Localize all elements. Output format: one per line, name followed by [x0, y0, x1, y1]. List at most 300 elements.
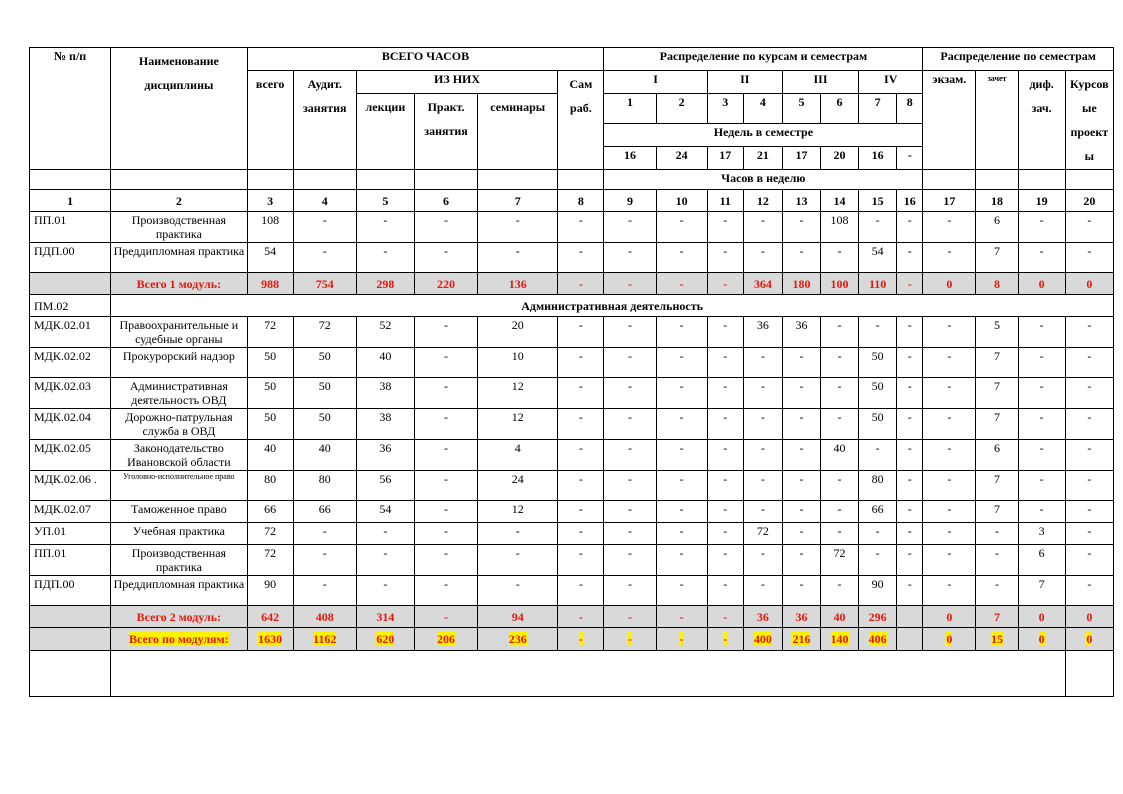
hours-cell: -	[743, 576, 782, 606]
hours-cell: 66	[247, 501, 293, 523]
hours-cell: -	[859, 212, 897, 243]
hours-cell: -	[356, 523, 414, 545]
table-row	[30, 317, 1114, 348]
header-exam: экзам.	[923, 71, 976, 170]
header-total-hours: ВСЕГО ЧАСОВ	[247, 48, 604, 71]
hours-cell: -	[656, 348, 707, 378]
hours-cell: -	[707, 212, 743, 243]
discipline-name: Правоохранительные и судебные органы	[111, 317, 247, 348]
hours-cell: -	[1018, 348, 1065, 378]
hours-cell: 72	[247, 523, 293, 545]
total-value: 0	[1086, 632, 1093, 646]
col-num: 4	[293, 190, 356, 212]
total-value: 0	[1038, 632, 1045, 646]
hours-cell: 7	[976, 501, 1018, 523]
hours-cell: -	[743, 440, 782, 471]
discipline-name: Производственная практика	[111, 545, 247, 576]
hours-cell: -	[656, 471, 707, 501]
hours-cell: -	[414, 501, 477, 523]
header-name: Наименование дисциплины	[111, 48, 247, 170]
total-value: 236	[508, 632, 527, 646]
hours-cell: 66	[293, 501, 356, 523]
hours-cell: 50	[293, 378, 356, 409]
weeks-8: -	[897, 147, 923, 170]
hours-cell: -	[923, 317, 976, 348]
hours-cell: -	[897, 378, 923, 409]
table-row	[30, 545, 1114, 576]
hours-cell: -	[1065, 440, 1113, 471]
total-value: 40	[821, 606, 859, 628]
hours-cell: -	[707, 501, 743, 523]
header-dif: диф. зач.	[1018, 71, 1065, 170]
hours-cell: -	[604, 576, 656, 606]
hours-cell: 12	[478, 409, 558, 440]
hours-cell: -	[1065, 576, 1113, 606]
col-num: 14	[821, 190, 859, 212]
col-num: 10	[656, 190, 707, 212]
hours-cell: 3	[1018, 523, 1065, 545]
hours-cell: 80	[859, 471, 897, 501]
hours-cell: -	[558, 212, 604, 243]
col-num: 2	[111, 190, 247, 212]
discipline-code: ПП.01	[30, 212, 111, 243]
hours-cell: -	[821, 523, 859, 545]
table-row	[30, 409, 1114, 440]
hours-cell: -	[859, 317, 897, 348]
hours-cell: -	[707, 545, 743, 576]
total-value: -	[558, 273, 604, 295]
hours-cell: -	[897, 545, 923, 576]
total-value: -	[604, 606, 656, 628]
discipline-name: Уголовно-исполнительное право	[111, 471, 247, 501]
hours-cell: 50	[247, 378, 293, 409]
hours-cell: 52	[356, 317, 414, 348]
hours-cell: -	[707, 576, 743, 606]
hours-cell: -	[558, 317, 604, 348]
hours-cell: -	[707, 523, 743, 545]
table-row	[30, 378, 1114, 409]
hours-cell: -	[656, 378, 707, 409]
hours-cell: -	[1065, 523, 1113, 545]
total2-label: Всего 2 модуль:	[111, 606, 247, 628]
hours-cell: -	[604, 378, 656, 409]
hours-cell: -	[293, 545, 356, 576]
table-row	[30, 348, 1114, 378]
hours-cell: -	[1018, 317, 1065, 348]
hours-cell: 38	[356, 378, 414, 409]
hours-cell: -	[743, 471, 782, 501]
curriculum-table	[29, 47, 1114, 697]
total-value: -	[604, 273, 656, 295]
discipline-code: МДК.02.07	[30, 501, 111, 523]
header-num: № п/п	[30, 48, 111, 170]
hours-cell: -	[656, 212, 707, 243]
empty-cell	[111, 651, 1065, 697]
semester-5: 5	[782, 94, 820, 124]
hours-cell: 36	[356, 440, 414, 471]
discipline-name: Законодательство Ивановской области	[111, 440, 247, 471]
total-value: 0	[1065, 273, 1113, 295]
semester-7: 7	[859, 94, 897, 124]
hours-cell: -	[976, 523, 1018, 545]
hours-cell: -	[478, 212, 558, 243]
discipline-code: МДК.02.06 .	[30, 471, 111, 501]
hours-cell: 56	[356, 471, 414, 501]
discipline-name: Преддипломная практика	[111, 243, 247, 273]
col-num: 13	[782, 190, 820, 212]
total-value: 314	[356, 606, 414, 628]
total-value: 1630	[258, 632, 283, 646]
col-num: 5	[356, 190, 414, 212]
hours-cell: 108	[247, 212, 293, 243]
header-kurs: Курсовые проекты	[1065, 71, 1113, 170]
hours-cell: 80	[247, 471, 293, 501]
hours-cell: -	[897, 576, 923, 606]
hours-cell: -	[356, 576, 414, 606]
hours-cell: -	[821, 243, 859, 273]
hours-cell: -	[414, 576, 477, 606]
hours-cell: -	[743, 348, 782, 378]
hours-cell: 50	[293, 348, 356, 378]
col-num: 1	[30, 190, 111, 212]
hours-cell: -	[558, 471, 604, 501]
course-1: I	[604, 71, 707, 94]
total-value: 36	[782, 606, 820, 628]
hours-cell: -	[478, 545, 558, 576]
semester-3: 3	[707, 94, 743, 124]
header-distribution-semesters: Распределение по семестрам	[923, 48, 1114, 71]
hours-cell: -	[782, 501, 820, 523]
hours-cell: -	[558, 378, 604, 409]
hours-cell: -	[414, 523, 477, 545]
total-value: -	[656, 273, 707, 295]
hours-cell: -	[859, 523, 897, 545]
hours-cell: -	[604, 348, 656, 378]
hours-cell: -	[1065, 348, 1113, 378]
discipline-code: МДК.02.04	[30, 409, 111, 440]
total-value: 408	[293, 606, 356, 628]
hours-cell: -	[707, 317, 743, 348]
total-value: -	[723, 632, 728, 646]
hours-cell: 7	[976, 243, 1018, 273]
hours-cell: -	[604, 317, 656, 348]
hours-cell: 72	[743, 523, 782, 545]
total-value: 642	[247, 606, 293, 628]
hours-cell: -	[356, 545, 414, 576]
col-num: 15	[859, 190, 897, 212]
hours-cell: 40	[293, 440, 356, 471]
hours-cell: -	[782, 378, 820, 409]
hours-cell: -	[558, 501, 604, 523]
hours-cell: -	[923, 501, 976, 523]
weeks-6: 20	[821, 147, 859, 170]
hours-cell: -	[558, 523, 604, 545]
discipline-code: МДК.02.05	[30, 440, 111, 471]
hours-cell: -	[859, 545, 897, 576]
hours-cell: -	[1065, 501, 1113, 523]
total-value: 15	[991, 632, 1003, 646]
total-value: 206	[437, 632, 456, 646]
col-num: 12	[743, 190, 782, 212]
total-value: -	[578, 632, 583, 646]
empty-cell	[1065, 651, 1113, 697]
hours-cell: 38	[356, 409, 414, 440]
hours-cell: 90	[859, 576, 897, 606]
weeks-7: 16	[859, 147, 897, 170]
hours-cell: 7	[976, 348, 1018, 378]
total-value: 620	[376, 632, 395, 646]
total-value: 216	[792, 632, 811, 646]
col-num: 6	[414, 190, 477, 212]
hours-cell: -	[707, 440, 743, 471]
hours-cell: -	[897, 243, 923, 273]
hours-cell: -	[293, 212, 356, 243]
total-value: 8	[976, 273, 1018, 295]
header-lectures: лекции	[356, 94, 414, 170]
total-value: 1162	[313, 632, 337, 646]
hours-cell: -	[414, 243, 477, 273]
hours-cell: -	[604, 409, 656, 440]
hours-cell: -	[743, 243, 782, 273]
total-value: 94	[478, 606, 558, 628]
hours-cell: -	[782, 523, 820, 545]
hours-cell: 7	[1018, 576, 1065, 606]
hours-cell: 12	[478, 378, 558, 409]
hours-cell: -	[743, 212, 782, 243]
hours-cell: 4	[478, 440, 558, 471]
hours-cell: -	[414, 545, 477, 576]
hours-cell: 54	[356, 501, 414, 523]
discipline-code: УП.01	[30, 523, 111, 545]
hours-cell: -	[558, 576, 604, 606]
col-num: 3	[247, 190, 293, 212]
hours-cell: -	[293, 576, 356, 606]
total-value: 136	[478, 273, 558, 295]
discipline-name: Таможенное право	[111, 501, 247, 523]
col-num: 11	[707, 190, 743, 212]
hours-cell: -	[656, 523, 707, 545]
hours-cell: -	[1018, 243, 1065, 273]
grand-label: Всего по модулям:	[129, 632, 229, 646]
hours-cell: -	[782, 348, 820, 378]
header-distribution-courses: Распределение по курсам и семестрам	[604, 48, 923, 71]
hours-cell: -	[414, 212, 477, 243]
hours-cell: 50	[247, 409, 293, 440]
total-value: 406	[868, 632, 887, 646]
hours-cell: 36	[782, 317, 820, 348]
hours-cell: -	[821, 501, 859, 523]
hours-week-label: Часов в неделю	[604, 170, 923, 190]
hours-cell: -	[293, 243, 356, 273]
hours-cell: -	[1065, 545, 1113, 576]
hours-cell: 5	[976, 317, 1018, 348]
hours-cell: -	[604, 212, 656, 243]
hours-cell: -	[743, 378, 782, 409]
hours-cell: -	[604, 545, 656, 576]
hours-cell: -	[558, 545, 604, 576]
header-vsego: всего	[247, 71, 293, 170]
hours-cell: -	[414, 378, 477, 409]
hours-cell: -	[897, 212, 923, 243]
header-seminars: семинары	[478, 94, 558, 170]
course-4: IV	[859, 71, 923, 94]
hours-cell: -	[897, 440, 923, 471]
hours-cell: -	[707, 471, 743, 501]
header-iz-nih: ИЗ НИХ	[356, 71, 558, 94]
semester-6: 6	[821, 94, 859, 124]
total-value: -	[897, 273, 923, 295]
hours-cell: -	[782, 545, 820, 576]
hours-cell: -	[1065, 378, 1113, 409]
weeks-2: 24	[656, 147, 707, 170]
hours-cell: 40	[356, 348, 414, 378]
col-num: 9	[604, 190, 656, 212]
total-value: -	[414, 606, 477, 628]
total-value: 180	[782, 273, 820, 295]
hours-cell: -	[1018, 409, 1065, 440]
hours-cell: 36	[743, 317, 782, 348]
hours-cell: -	[859, 440, 897, 471]
module2-code: ПМ.02	[30, 295, 111, 317]
total-value: 988	[247, 273, 293, 295]
hours-cell: -	[656, 243, 707, 273]
table-row	[30, 212, 1114, 243]
hours-cell: 40	[821, 440, 859, 471]
hours-cell: -	[1018, 440, 1065, 471]
hours-cell: -	[656, 545, 707, 576]
total-value: 754	[293, 273, 356, 295]
hours-cell: -	[1018, 378, 1065, 409]
hours-cell: 12	[478, 501, 558, 523]
hours-cell: -	[414, 348, 477, 378]
hours-cell: -	[478, 523, 558, 545]
discipline-code: ПДП.00	[30, 576, 111, 606]
hours-cell: -	[923, 243, 976, 273]
hours-cell: -	[897, 501, 923, 523]
hours-cell: -	[604, 243, 656, 273]
hours-cell: -	[1065, 471, 1113, 501]
hours-cell: -	[707, 348, 743, 378]
table-row	[30, 501, 1114, 523]
hours-cell: -	[656, 409, 707, 440]
hours-cell: 50	[859, 378, 897, 409]
hours-cell: -	[604, 471, 656, 501]
hours-cell: -	[743, 545, 782, 576]
total-value: -	[656, 606, 707, 628]
hours-cell: -	[782, 576, 820, 606]
hours-cell: -	[656, 501, 707, 523]
hours-cell: -	[478, 576, 558, 606]
semester-4: 4	[743, 94, 782, 124]
col-num: 18	[976, 190, 1018, 212]
hours-cell: -	[782, 243, 820, 273]
hours-cell: 6	[1018, 545, 1065, 576]
hours-cell: -	[923, 212, 976, 243]
col-num: 7	[478, 190, 558, 212]
course-3: III	[782, 71, 858, 94]
hours-cell: -	[656, 440, 707, 471]
hours-cell: -	[743, 409, 782, 440]
hours-cell: 72	[821, 545, 859, 576]
discipline-name: Преддипломная практика	[111, 576, 247, 606]
hours-cell: 7	[976, 409, 1018, 440]
table-row	[30, 440, 1114, 471]
total-value: -	[679, 632, 684, 646]
table-row	[30, 576, 1114, 606]
hours-cell: 50	[859, 348, 897, 378]
hours-cell: 24	[478, 471, 558, 501]
hours-cell: -	[897, 471, 923, 501]
hours-cell: -	[478, 243, 558, 273]
hours-cell: 72	[247, 545, 293, 576]
hours-cell: -	[604, 440, 656, 471]
curriculum-sheet	[29, 47, 1114, 697]
total-value: 0	[946, 632, 953, 646]
hours-cell: 10	[478, 348, 558, 378]
hours-cell: -	[923, 576, 976, 606]
semester-8: 8	[897, 94, 923, 124]
total-value: 220	[414, 273, 477, 295]
discipline-name: Дорожно-патрульная служба в ОВД	[111, 409, 247, 440]
discipline-name: Прокурорский надзор	[111, 348, 247, 378]
hours-cell: -	[923, 523, 976, 545]
discipline-name: Производственная практика	[111, 212, 247, 243]
hours-cell: -	[414, 471, 477, 501]
hours-cell: -	[1018, 501, 1065, 523]
hours-cell: -	[414, 317, 477, 348]
hours-cell: 108	[821, 212, 859, 243]
hours-cell: -	[1065, 212, 1113, 243]
hours-cell: -	[923, 378, 976, 409]
discipline-code: ПДП.00	[30, 243, 111, 273]
discipline-name: Административная деятельность ОВД	[111, 378, 247, 409]
hours-cell: -	[782, 440, 820, 471]
total-value: 7	[976, 606, 1018, 628]
hours-cell: -	[821, 317, 859, 348]
discipline-code: МДК.02.02	[30, 348, 111, 378]
hours-cell: -	[923, 545, 976, 576]
hours-cell: -	[356, 243, 414, 273]
total-value: 364	[743, 273, 782, 295]
hours-cell: -	[656, 576, 707, 606]
hours-cell: -	[923, 440, 976, 471]
hours-cell: -	[897, 409, 923, 440]
hours-cell: 40	[247, 440, 293, 471]
hours-cell: -	[1018, 471, 1065, 501]
semester-1: 1	[604, 94, 656, 124]
discipline-code: МДК.02.03	[30, 378, 111, 409]
total-value: 400	[753, 632, 772, 646]
hours-cell: -	[1065, 243, 1113, 273]
hours-cell: -	[293, 523, 356, 545]
hours-cell: -	[558, 440, 604, 471]
weeks-label: Недель в семестре	[604, 124, 923, 147]
hours-cell: -	[604, 501, 656, 523]
hours-cell: -	[821, 409, 859, 440]
hours-cell: 72	[293, 317, 356, 348]
hours-cell: -	[707, 378, 743, 409]
hours-cell: 7	[976, 378, 1018, 409]
hours-cell: 20	[478, 317, 558, 348]
total-value: 110	[859, 273, 897, 295]
weeks-3: 17	[707, 147, 743, 170]
total-value: 140	[830, 632, 849, 646]
hours-cell: -	[558, 348, 604, 378]
total1-label: Всего 1 модуль:	[111, 273, 247, 295]
table-row	[30, 243, 1114, 273]
hours-cell: -	[821, 378, 859, 409]
hours-cell: -	[558, 409, 604, 440]
